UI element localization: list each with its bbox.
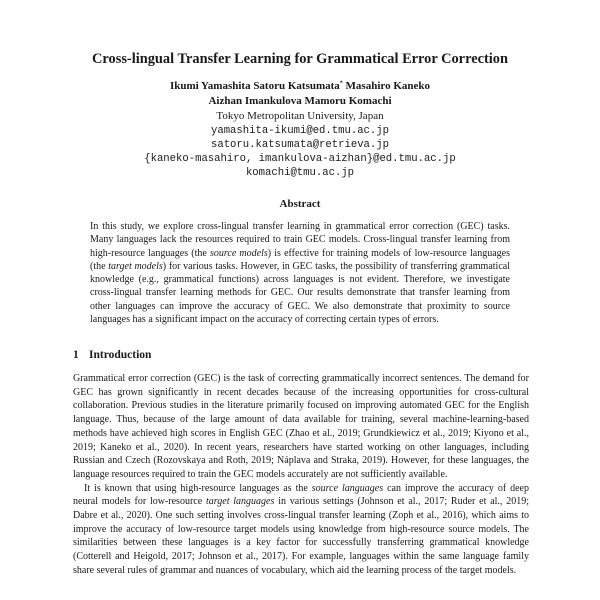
intro-p2-part-b: can improve the accuracy of deep neural models for low-resource (73, 482, 529, 508)
email-3: {kaneko-masahiro, imankulova-aizhan}@ed.tmu.ac.jp (144, 153, 456, 165)
authors-line-1 (0, 80, 600, 92)
intro-p2-part-c: in various settings (Johnson et al., 2017; Ruder et al., 2019; Dabre et al., 2020). One such setting involves cross-lingual transfer learning (Zoph et al., 2016), which aims to improve the accuracy of low-resource target models using knowledge from high-resource source models. The similarities between these languages is a key factor for successfully transferring grammatical knowledge (Cotterell and Heigold, 2017; Johnson et al., 2017). For example, languages within the same language family share several rules of grammar and nuances of vocabulary, which aid the learning process of the target models. (73, 496, 530, 576)
introduction-body (73, 372, 529, 578)
authors-line-2: Aizhan Imankulova Mamoru Komachi (208, 95, 392, 107)
author-footnote-mark: * (339, 80, 343, 87)
abstract-part-2: ) is effective for training models of low-resource languages (the (90, 247, 510, 272)
section-heading-introduction (73, 349, 151, 361)
intro-paragraph-1: Grammatical error correction (GEC) is the task of correcting grammatically incorrect sentences. The demand for GEC has grown significantly in recent decades because of the increasing opportunities for cross-cultural collaboration. Previous studies in the literature primarily focused on improving automated GEC for the English language. Thus, because of the large amount of data available for training, several machine-learning-based methods have achieved high scores in English GEC (Zhao et al., 2019; Grundkiewicz et al., 2019; Kiyono et al., 2019; Kaneko et al., 2020). In recent years, researchers have started working on other languages, including Russian and Czech (Rozovskaya and Roth, 2019; Náplava and Straka, 2019). However, for these languages, the language resources required to train the GEC models accurately are not sufficiently available. (73, 373, 529, 480)
intro-p2-emphasis-target: target languages (205, 496, 275, 508)
authors-line-1-text: Ikumi Yamashita Satoru Katsumata (169, 80, 340, 92)
abstract-emphasis-target: target models (108, 260, 163, 272)
abstract-heading: Abstract (279, 198, 321, 210)
email-4: komachi@tmu.ac.jp (245, 167, 355, 179)
abstract-part-3: ) for various tasks. However, in GEC tasks, the possibility of transferring grammatical knowledge (e.g., grammatical functions) across languages is not evident. Therefore, we investigate cross-lingual transfer learning methods for GEC. Our results demonstrate that transfer learning from other languages can improve the accuracy of GEC. We also demonstrate that proximity to source languages has a significant impact on the accuracy of correcting certain types of errors. (90, 260, 510, 325)
email-2: satoru.katsumata@retrieva.jp (210, 139, 389, 151)
affiliation: Tokyo Metropolitan University, Japan (216, 110, 384, 122)
abstract-emphasis-source: source models (209, 247, 268, 259)
paper-title: Cross-lingual Transfer Learning for Grammatical Error Correction (92, 51, 508, 67)
intro-p2-part-a: It is known that using high-resource languages as the (84, 482, 312, 494)
section-number: 1 (73, 349, 79, 361)
authors-line-1-tail: Masahiro Kaneko (342, 80, 430, 92)
email-1: yamashita-ikumi@ed.tmu.ac.jp (210, 125, 389, 137)
abstract-part-1: In this study, we explore cross-lingual transfer learning in grammatical error correction (GEC) tasks. Many languages lack the resources required to train GEC models. Cross-lingual transfer learning from high-resource languages (the (90, 221, 510, 259)
section-title: Introduction (89, 349, 152, 361)
abstract-text (90, 220, 510, 326)
intro-paragraph-2 (73, 482, 529, 578)
intro-p2-emphasis-source: source languages (311, 482, 384, 494)
